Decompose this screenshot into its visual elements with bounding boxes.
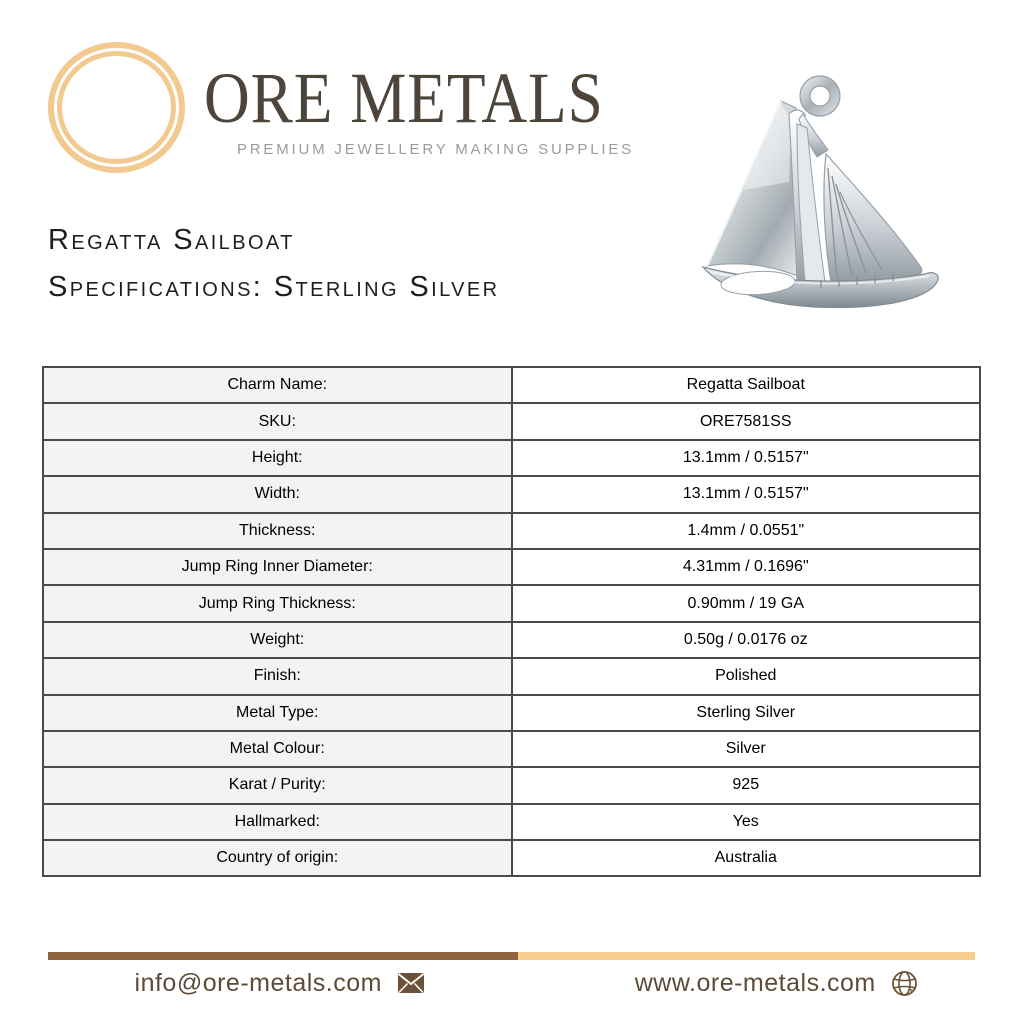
- footer-divider: [48, 952, 975, 960]
- spec-value: Australia: [512, 840, 981, 876]
- spec-label: Finish:: [43, 658, 512, 694]
- spec-table: [42, 366, 981, 877]
- spec-value: Yes: [512, 804, 981, 840]
- table-row: [43, 585, 980, 621]
- spec-label: Jump Ring Thickness:: [43, 585, 512, 621]
- envelope-icon: [397, 972, 425, 994]
- table-row: [43, 549, 980, 585]
- spec-label: Jump Ring Inner Diameter:: [43, 549, 512, 585]
- spec-label: Karat / Purity:: [43, 767, 512, 803]
- table-row: [43, 767, 980, 803]
- spec-value: 1.4mm / 0.0551": [512, 513, 981, 549]
- sailboat-charm-graphic: [693, 56, 948, 314]
- spec-value: 0.50g / 0.0176 oz: [512, 622, 981, 658]
- spec-label: Width:: [43, 476, 512, 512]
- page-subtitle: Specifications: Sterling Silver: [48, 271, 500, 303]
- spec-value: ORE7581SS: [512, 403, 981, 439]
- table-row: [43, 622, 980, 658]
- spec-value: 4.31mm / 0.1696": [512, 549, 981, 585]
- sailboat-charm-image: [693, 56, 948, 314]
- spec-value: 13.1mm / 0.5157": [512, 476, 981, 512]
- table-row: [43, 476, 980, 512]
- table-row: [43, 840, 980, 876]
- footer-website[interactable]: [512, 962, 976, 1004]
- spec-value: Silver: [512, 731, 981, 767]
- footer-divider-brown-segment: [48, 952, 518, 960]
- table-row: [43, 695, 980, 731]
- brand-tagline: PREMIUM JEWELLERY MAKING SUPPLIES: [237, 141, 634, 158]
- table-row: [43, 658, 980, 694]
- page-title: Regatta Sailboat: [48, 224, 295, 256]
- spec-label: Charm Name:: [43, 367, 512, 403]
- brand-name: ORE METALS: [204, 58, 604, 138]
- spec-label: Metal Colour:: [43, 731, 512, 767]
- jump-ring: [800, 76, 840, 116]
- spec-label: Height:: [43, 440, 512, 476]
- spec-value: 925: [512, 767, 981, 803]
- spec-value: Regatta Sailboat: [512, 367, 981, 403]
- spec-value: 13.1mm / 0.5157": [512, 440, 981, 476]
- spec-label: Country of origin:: [43, 840, 512, 876]
- table-row: [43, 513, 980, 549]
- spec-label: Metal Type:: [43, 695, 512, 731]
- table-row: [43, 367, 980, 403]
- footer-divider-tan-segment: [518, 952, 975, 960]
- footer-contact-row: [48, 962, 975, 1004]
- spec-label: Thickness:: [43, 513, 512, 549]
- website-text[interactable]: www.ore-metals.com: [634, 968, 876, 997]
- table-row: [43, 731, 980, 767]
- brand-logo-ring-icon: [48, 42, 185, 173]
- spec-value: Sterling Silver: [512, 695, 981, 731]
- table-row: [43, 403, 980, 439]
- email-text[interactable]: info@ore-metals.com: [134, 968, 382, 997]
- spec-value: Polished: [512, 658, 981, 694]
- globe-icon: [891, 970, 918, 997]
- spec-label: Weight:: [43, 622, 512, 658]
- footer-email[interactable]: [48, 962, 512, 1004]
- brand-logo-inner-ring: [57, 51, 176, 164]
- spec-label: Hallmarked:: [43, 804, 512, 840]
- table-row: [43, 440, 980, 476]
- spec-value: 0.90mm / 19 GA: [512, 585, 981, 621]
- table-row: [43, 804, 980, 840]
- spec-label: SKU:: [43, 403, 512, 439]
